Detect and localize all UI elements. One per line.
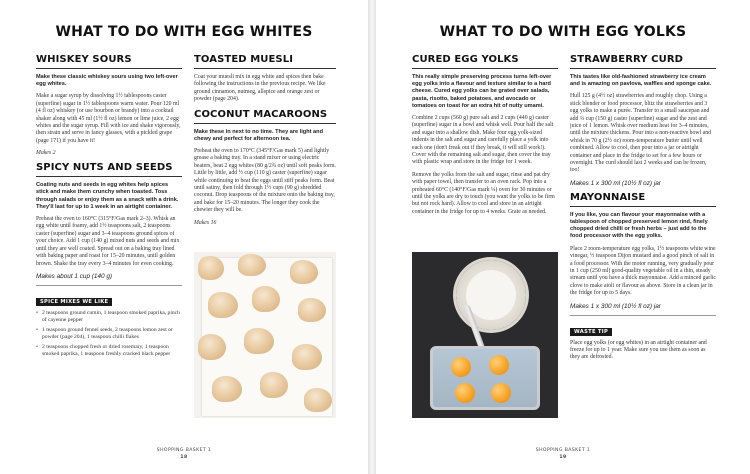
recipe-toasted-muesli xyxy=(194,54,336,104)
strawberry-curd-lead: This tastes like old-fashioned strawberry ice cream and is amazing on pavlova, waffles and sponge cake. xyxy=(570,74,712,88)
macaroon xyxy=(260,372,288,398)
right-column-2 xyxy=(570,54,716,367)
macaroons-photo xyxy=(194,252,336,418)
recipe-spicy-nuts xyxy=(36,162,182,358)
coconut-macaroons-title: COCONUT MACAROONS xyxy=(194,109,336,124)
cured-yolks-method-1: Combine 2 cups (560 g) pure salt and 2 cups (440 g) caster (superfine) sugar in a bowl and whisk well. Pour half the salt and sugar into a shallow dish. Make four egg yolk-sized indents in the salt and sugar and carefully place a yolk into each one (don't freak out if they break, it will still work!). Cover with the remaining salt and sugar, then cover the tray with plastic wrap and store in the fridge for 1 week. xyxy=(412,115,554,166)
waste-tip-text: Place egg yolks (or egg whites) in an airtight container and freeze for up to 1 year. Make sure you use them as soon as they are defrosted. xyxy=(570,339,707,361)
macaroon xyxy=(244,328,274,354)
page-number: 19 xyxy=(559,455,567,460)
list-item: • 1 teaspoon ground fennel seeds, 2 teaspoons lemon zest or powder (page 204), 1 teaspoon chilli flakes xyxy=(36,327,182,341)
egg-yolk xyxy=(451,357,471,377)
whiskey-sours-yield: Makes 2 xyxy=(36,150,56,157)
footer-label: SHOPPING BASKET 1 xyxy=(535,448,591,453)
recipe-whiskey-sours xyxy=(36,54,182,156)
spice-mix-list xyxy=(36,310,182,358)
glass-dish xyxy=(430,346,540,410)
list-item: • 2 teaspoons chopped fresh or dried rosemary, 1 teaspoon smoked paprika, 1 teaspoon freshly cracked black pepper xyxy=(36,344,182,358)
salt xyxy=(466,270,516,320)
spicy-nuts-title: SPICY NUTS AND SEEDS xyxy=(36,162,182,177)
footer-label: SHOPPING BASKET 1 xyxy=(156,448,212,453)
right-footer xyxy=(376,448,750,460)
divider xyxy=(36,285,182,286)
egg-yolk xyxy=(455,383,475,403)
macaroon xyxy=(290,260,318,284)
left-footer xyxy=(0,448,368,460)
coconut-macaroons-lead: Make these in next to no time. They are light and chewy and perfect for afternoon tea. xyxy=(194,128,323,142)
right-column-1 xyxy=(412,54,558,221)
macaroon xyxy=(208,292,238,318)
page-title-egg-yolks: WHAT TO DO WITH EGG YOLKS xyxy=(439,24,687,40)
mayonnaise-method: Place 2 room-temperature egg yolks, 1½ teaspoons white wine vinegar, ½ teaspoon Dijon mustard and a good pinch of salt in a food processor. With the motor running, very gradually pour in 1 cup (250 ml) good-quality vegetable oil in a thin, steady stream until you have a thick mayonnaise. Add a minced garlic clove to make aioli or flavour as above. Store in a clean jar in the fridge for up to 5 days. xyxy=(570,245,717,297)
egg-yolk xyxy=(489,355,509,375)
macaroon xyxy=(292,344,322,370)
macaroon xyxy=(198,256,224,280)
whiskey-sours-lead: Make these classic whiskey sours using two left-over egg whites. xyxy=(36,74,178,88)
recipe-mayonnaise xyxy=(570,192,716,362)
macaroon xyxy=(298,298,326,322)
coconut-macaroons-method: Preheat the oven to 170°C (345°F/Gas mark 5) and lightly grease a baking tray. In a stand mixer or using electric beaters, beat 2 egg whites (80 g/2¾ oz) until soft peaks form. Little by little, add ½ cup (110 g) caster (superfine) sugar while continuing to beat the eggs until stiff peaks form. Beat until satiny, then fold through 1½ cups (90 g) shredded coconut. Drop teaspoons of the mixture onto the baking tray, and bake for 15–20 minutes. The longer they cook the chewier they will be. xyxy=(194,148,336,214)
whiskey-sours-method: Make a sugar syrup by dissolving 1½ tablespoons caster (superfine) sugar in 1½ tablespoons warm water. Pour 120 ml (4 fl oz) whiskey (or use bourbon or brandy) into a cocktail shaker along with 45 ml (1½ fl oz) lemon or lime juice, 2 egg whites and the sugar syrup. Fill with ice and shake vigorously, then strain and serve in fancy glasses, with a pickled grape (page 171) if you have it! xyxy=(36,93,181,144)
recipe-coconut-macaroons xyxy=(194,109,336,226)
page-title-egg-whites: WHAT TO DO WITH EGG WHITES xyxy=(55,24,313,40)
macaroon xyxy=(198,334,226,360)
cured-yolks-method-2: Remove the yolks from the salt and sugar, rinse and pat dry with paper towel, then transfer to an oven rack. Pop into a preheated 60°C (140°F/Gas mark ¼) oven for 30 minutes or until the yolks are dry to touch (you want the yolks to be firm but not rock hard). Allow to cool and store in an airtight container in the fridge for up to 4 weeks. Grate as needed. xyxy=(412,171,555,215)
left-column-1 xyxy=(36,54,182,361)
macaroon xyxy=(212,376,242,402)
recipe-cured-egg-yolks xyxy=(412,54,558,216)
coconut-macaroons-yield: Makes 16 xyxy=(194,219,217,226)
left-page xyxy=(0,0,368,474)
macaroon xyxy=(252,286,280,312)
divider xyxy=(570,315,716,316)
mayonnaise-title: MAYONNAISE xyxy=(570,192,716,207)
strawberry-curd-method: Hull 125 g (4½ oz) strawberries and roughly chop. Using a stick blender or food processor, blitz the strawberries and 3 egg yolks to make a purée. Transfer to a small saucepan and add ⅔ cup (150 g) caster (superfine) sugar and the zest and juice of 1 lemon. Whisk over medium heat for 3–4 minutes, until the mixture thickens. Pour into a non-reactive bowl and whisk in 70 g (2½ oz) room-temperature butter until well combined. Allow to cool, then pour into a jar or airtight container and place in the fridge to set for a few hours or overnight. The curd should last 2 weeks and can be frozen, too! xyxy=(570,93,712,174)
strawberry-curd-title: STRAWBERRY CURD xyxy=(570,54,716,69)
spicy-nuts-method: Preheat the oven to 160°C (315°F/Gas mark 2–3). Whisk an egg white until foamy, add 1½ teaspoons salt, 2 teaspoons caster (superfine) sugar and 3–4 teaspoons ground spices of your choice. Add 1 cup (140 g) mixed nuts and seeds and mix until they are well coated. Spread out on a baking tray lined with baking paper and roast for 15–20 minutes, until golden brown. Shake the tray every 3–4 minutes for even cooking. xyxy=(36,216,180,267)
page-number: 18 xyxy=(180,455,188,460)
macaroon xyxy=(238,254,266,276)
egg-yolks-photo xyxy=(412,252,558,418)
recipe-strawberry-curd xyxy=(570,54,716,187)
toasted-muesli-method: Coat your muesli mix in egg white and spices then bake following the instructions in the previous recipe. We like ground cinnamon, nutmeg, allspice and orange zest or powder (page 204). xyxy=(194,74,326,103)
whiskey-sours-title: WHISKEY SOURS xyxy=(36,54,182,69)
spice-mixes-tag: SPICE MIXES WE LIKE xyxy=(36,298,112,306)
cured-yolks-title: CURED EGG YOLKS xyxy=(412,54,558,69)
spicy-nuts-lead: Coating nuts and seeds in egg whites help spices stick and make them crunchy when toasted. Toss through salads or enjoy them as a snack with a drink. They'll last for up to 1 week in an airtight container. xyxy=(36,182,179,210)
left-column-2 xyxy=(194,54,336,232)
toasted-muesli-title: TOASTED MUESLI xyxy=(194,54,336,69)
egg-yolk xyxy=(491,383,511,403)
mayonnaise-lead: If you like, you can flavour your mayonnaise with a tablespoon of chopped preserved lemon rind, finely chopped dried chilli or fresh herbs – just add to the food processor with the egg yolks. xyxy=(570,211,708,240)
cured-yolks-lead: This really simple preserving process turns left-over egg yolks into a flavour and texture similar to a hard cheese. Cured egg yolks can be grated over salads, pasta, risotto, baked potatoes, and avocado or tomatoes on toast for an extra hit of nutty umami. xyxy=(412,74,552,109)
book-gutter xyxy=(368,0,376,474)
list-item: • 2 teaspoons ground cumin, 1 teaspoon smoked paprika, pinch of cayenne pepper xyxy=(36,310,182,324)
mayonnaise-yield: Makes 1 x 300 ml (10½ fl oz) jar xyxy=(570,302,661,310)
salt-bowl xyxy=(456,260,526,330)
strawberry-curd-yield: Makes 1 x 300 ml (10½ fl oz) jar xyxy=(570,179,661,187)
macaroon xyxy=(304,388,332,412)
spicy-nuts-yield: Makes about 1 cup (140 g) xyxy=(36,272,113,280)
waste-tip-tag: WASTE TIP xyxy=(570,328,612,336)
